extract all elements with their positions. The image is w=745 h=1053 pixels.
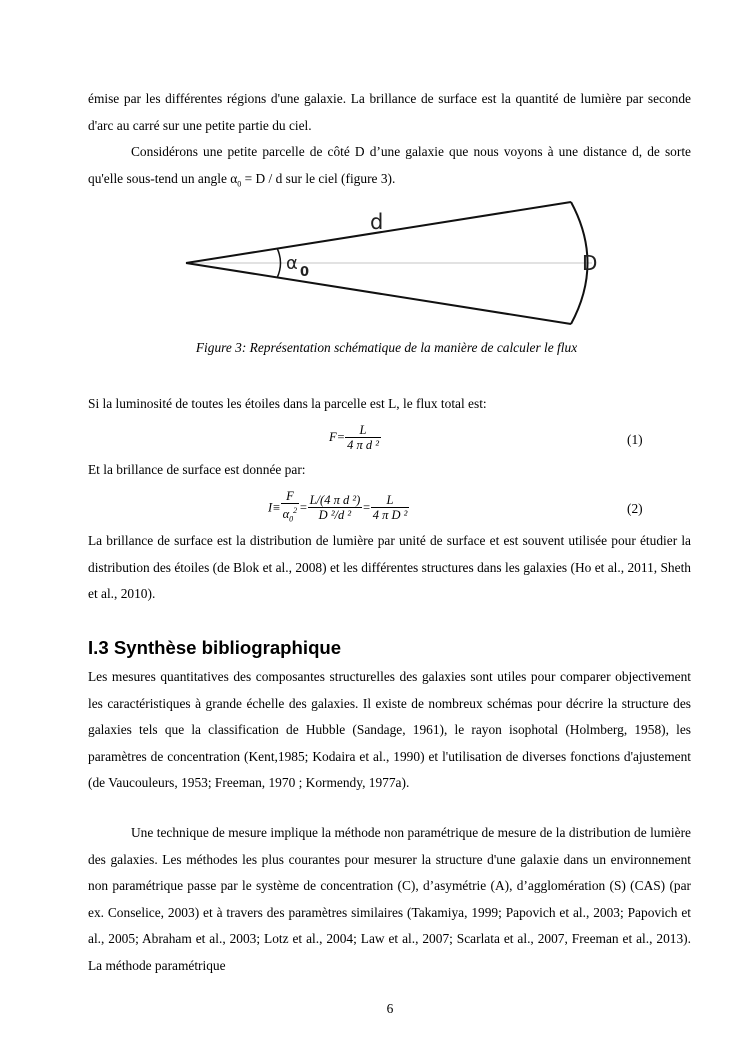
equation-2-equals-b: =	[362, 500, 371, 515]
paragraph-parcel-text: Considérons une petite parcelle de côté D d’une galaxie que nous voyons à une distance d, de sorte qu'elle sous-tend un angle α	[88, 144, 691, 186]
equation-2-fraction-2-numerator: L/(4 π d ²)	[309, 493, 361, 508]
equation-2-fraction-3	[371, 493, 410, 522]
equation-2	[268, 489, 409, 527]
equation-2-alpha-sub: 0	[289, 514, 294, 524]
equation-1-lhs: F=	[329, 430, 346, 444]
figure-label-d: d	[370, 210, 384, 234]
equation-2-fraction-1-numerator: F	[281, 489, 300, 504]
equation-2-alpha: α	[282, 507, 290, 522]
figure-label-D: D	[582, 251, 598, 275]
paragraph-distribution: La brillance de surface est la distribution de lumière par unité de surface et est souvent utilisée pour étudier la distribution des étoiles (de Blok et al., 2008) et les différentes structures dans les galaxies (Ho et al., 2011, Sheth et al., 2010).	[88, 533, 691, 601]
paragraph-surface-brightness: Et la brillance de surface est donnée par:	[88, 462, 306, 477]
equation-1-number: (1)	[627, 432, 643, 447]
paragraph-intro: émise par les différentes régions d'une galaxie. La brillance de surface est la quantité de lumière par seconde d'arc au carré sur une petite partie du ciel.	[88, 91, 691, 133]
equation-2-fraction-2-denominator: D ²/d ²	[318, 508, 352, 523]
equation-1-numerator: L	[345, 423, 381, 438]
equation-2-lhs: I≡	[268, 500, 281, 515]
section-heading: I.3 Synthèse bibliographique	[88, 637, 342, 658]
alpha-subscript: 0	[237, 179, 242, 189]
equation-2-alpha-sup: 2	[293, 506, 298, 515]
equation-2-number: (2)	[627, 501, 643, 516]
equation-1	[329, 423, 381, 452]
figure-caption: Figure 3: Représentation schématique de la manière de calculer le flux	[195, 340, 578, 355]
equation-1-fraction	[345, 423, 381, 452]
equation-2-fraction-1	[281, 489, 300, 527]
equation-1-denominator: 4 π d ²	[347, 438, 379, 452]
equation-2-fraction-1-denominator	[281, 504, 300, 527]
equation-2-equals-a: =	[299, 500, 308, 515]
figure-3-diagram	[180, 196, 600, 332]
figure-label-alpha-sub: 0	[300, 265, 310, 280]
paragraph-luminosity: Si la luminosité de toutes les étoiles dans la parcelle est L, le flux total est:	[88, 396, 487, 411]
paragraph-parcel	[88, 139, 691, 198]
figure-label-alpha: α	[286, 253, 298, 274]
paragraph-technique: Une technique de mesure implique la méthode non paramétrique de mesure de la distribution de lumière des galaxies. Les méthodes les plus courantes pour mesurer la structure d'une galaxie dans un environnement non paramétrique passe par le système de concentration (C), d’asymétrie (A), d’agglomération (S) (CAS) (par ex. Conselice, 2003) et à travers des paramètres similaires (Takamiya, 1999; Papovich et al., 2003; Papovich et al., 2005; Abraham et al., 2003; Lotz et al., 2004; Law et al., 2007; Scarlata et al., 2007, Freeman et al., 2013). La méthode paramétrique	[88, 825, 691, 973]
equation-2-fraction-3-denominator: 4 π D ²	[372, 508, 408, 523]
page-number: 6	[386, 1001, 394, 1016]
figure-lower-ray	[186, 263, 571, 324]
equation-2-fraction-2	[308, 493, 363, 522]
paragraph-parcel-text-end: = D / d sur le ciel (figure 3).	[241, 170, 396, 186]
equation-2-fraction-3-numerator: L	[371, 493, 410, 508]
paragraph-quantitative: Les mesures quantitatives des composantes structurelles des galaxies sont utiles pour comparer objectivement les caractéristiques à grande échelle des galaxies. Il existe de nombreux schémas pour décrire la structure des galaxies tels que la classification de Hubble (Sandage, 1961), le rayon isophotal (Holmberg, 1958), les paramètres de concentration (Kent,1985; Kodaira et al., 1990) et l'utilisation de diverses fonctions d'ajustement (de Vaucouleurs, 1953; Freeman, 1970 ; Kormendy, 1977a).	[88, 669, 691, 790]
